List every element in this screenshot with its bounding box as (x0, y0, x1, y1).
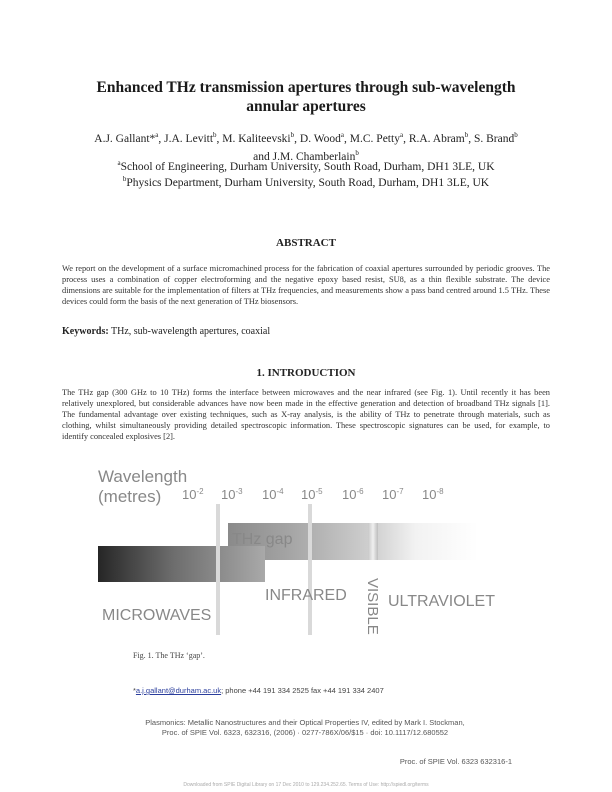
infrared-label: INFRARED (265, 587, 347, 604)
page-identifier: Proc. of SPIE Vol. 6323 632316-1 (399, 757, 512, 766)
affiliation-b: $^b$Physics Department, Durham University, South Road, Durham, DH1 3LE, UK (122, 175, 490, 189)
author: M.C. Petty$^a$ (349, 131, 404, 145)
visible-label: VISIBLE (364, 578, 381, 635)
keywords (62, 326, 270, 337)
keywords-text: THz, sub-wavelength apertures, coaxial (111, 326, 271, 337)
tick-label: $10^{-6}$ (342, 487, 364, 502)
thz-gap-label: THz gap (232, 531, 293, 548)
tick-label: $10^{-4}$ (262, 487, 284, 502)
tick-label: $10^{-3}$ (221, 487, 243, 502)
paper-title (60, 78, 552, 116)
corresponding-author-footnote: *a.j.gallant@durham.ac.uk; phone +44 191 334 2525 fax +44 191 334 2407 (133, 686, 384, 695)
tick-label: $10^{-7}$ (382, 487, 404, 502)
author: S. Brand$^b$ (473, 131, 518, 145)
thz-gap-figure (98, 460, 495, 640)
publication-info (100, 718, 510, 738)
tick-label: $10^{-5}$ (301, 487, 323, 502)
lower-spectrum-band (98, 546, 265, 582)
affiliation-a: $^a$School of Engineering, Durham University, South Road, Durham, DH1 3LE, UK (117, 159, 495, 173)
email-link[interactable]: a.j.gallant@durham.ac.uk (135, 686, 222, 695)
introduction-text: The THz gap (300 GHz to 10 THz) forms the interface between microwaves and the near infrared (see Fig. 1). Until recently it has been relatively unexplored, but considerable advances have now been made in the effective generation and detection of broadband THz signals [1]. The fundamental advantage over existing techniques, such as X-ray analysis, is the ability of THz to penetrate through materials, such as clothing, whilst simultaneously providing detailed spectroscopic information. These spectroscopic signatures can be used, for example, to identify concealed explosives [2]. (62, 388, 550, 441)
author: M. Kaliteevski$^b$ (222, 131, 295, 145)
tick-label: $10^{-8}$ (422, 487, 444, 502)
author-list: A.J. Gallant*$^a$, J.A. Levitt$^b$, M. Kaliteevski$^b$, D. Wood$^a$, M.C. Petty$^a$, R.A. Abram$^b$, S. Brand$^b$ and J.M. Chamberlain$^b$ (94, 131, 518, 163)
publication-line-1: Plasmonics: Metallic Nanostructures and their Optical Properties IV, edited by Mark I. Stockman, (145, 718, 465, 727)
publication-line-2: Proc. of SPIE Vol. 6323, 632316, (2006) · 0277-786X/06/$15 · doi: 10.1117/12.680552 (161, 728, 449, 737)
author: J.M. Chamberlain$^b$ (272, 148, 359, 163)
paper-title-line-2: annular apertures (246, 98, 366, 115)
download-notice: Downloaded from SPIE Digital Library on 17 Dec 2010 to 129.234.252.65. Terms of Use: http://spiedl.org/terms (183, 782, 429, 788)
wavelength-unit-label: (metres) (98, 487, 162, 506)
visible-stripe (368, 523, 378, 560)
keywords-label: Keywords: (62, 326, 109, 337)
introduction-heading: 1. INTRODUCTION (256, 367, 356, 379)
microwaves-label: MICROWAVES (102, 607, 212, 624)
author: J.A. Levitt$^b$ (164, 131, 217, 145)
ultraviolet-label: ULTRAVIOLET (388, 593, 495, 610)
figure-caption: Fig. 1. The THz ‘gap’. (133, 651, 205, 660)
author: R.A. Abram$^b$ (408, 131, 469, 145)
abstract-text: We report on the development of a surface micromachined process for the fabrication of coaxial apertures surrounded by periodic grooves. The process uses a combination of copper electroforming and the negative epoxy based resist, SU8, as a thin flexible substrate. The device dimensions are suitable for the implementation of filters at THz frequencies, and measurements show a pass band centred around 1.5 THz. These devices could form the basis of the next generation of THz biosensors. (62, 264, 550, 306)
wavelength-tick-labels (182, 487, 444, 502)
paper-title-line-1: Enhanced THz transmission apertures through sub-wavelength (96, 79, 516, 96)
tick-label: $10^{-2}$ (182, 487, 204, 502)
abstract-heading: ABSTRACT (276, 237, 336, 249)
author: D. Wood$^a$ (299, 131, 345, 145)
author: A.J. Gallant*$^a$ (94, 131, 159, 145)
wavelength-label: Wavelength (98, 467, 188, 486)
